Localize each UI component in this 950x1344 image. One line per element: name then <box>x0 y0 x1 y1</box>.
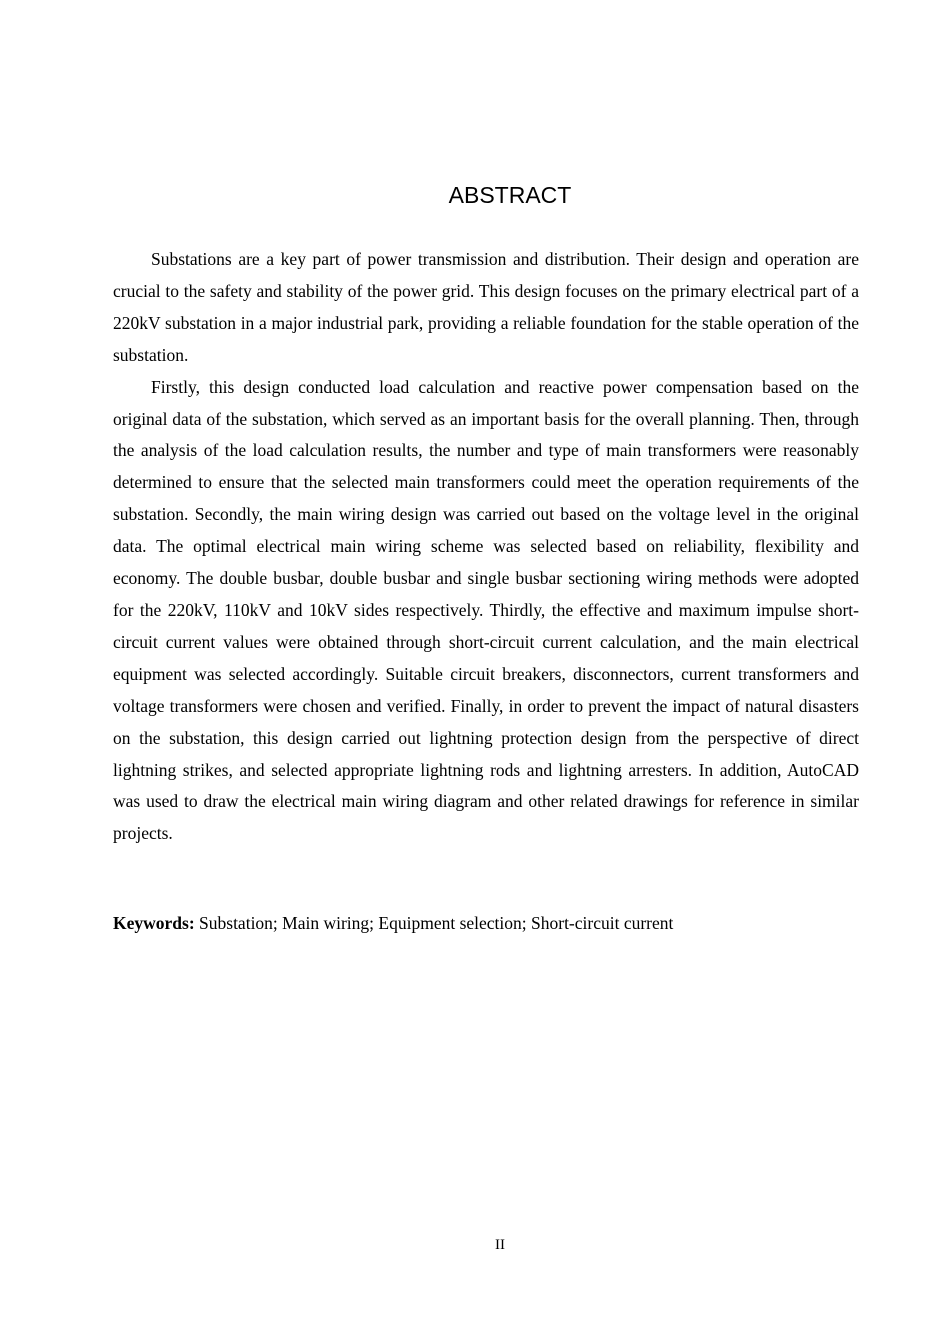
keywords-label: Keywords: <box>113 913 195 933</box>
keywords-line <box>113 908 859 939</box>
keywords-text: Substation; Main wiring; Equipment selection; Short-circuit current <box>194 913 674 933</box>
abstract-paragraph-2: Firstly, this design conducted load calculation and reactive power compensation based on the original data of the substation, which served as an important basis for the overall planning. Then, through the analysis of the load calculation results, the number and type of main transformers were reasonably determined to ensure that the selected main transformers could meet the operation requirements of the substation. Secondly, the main wiring design was carried out based on the voltage level in the original data. The optimal electrical main wiring scheme was selected based on reliability, flexibility and economy. The double busbar, double busbar and single busbar sectioning wiring methods were adopted for the 220kV, 110kV and 10kV sides respectively. Thirdly, the effective and maximum impulse short-circuit current values were obtained through short-circuit current calculation, and the main electrical equipment was selected accordingly. Suitable circuit breakers, disconnectors, current transformers and voltage transformers were chosen and verified. Finally, in order to prevent the impact of natural disasters on the substation, this design carried out lightning protection design from the perspective of direct lightning strikes, and selected appropriate lightning rods and lightning arresters. In addition, AutoCAD was used to draw the electrical main wiring diagram and other related drawings for reference in similar projects. <box>113 376 859 844</box>
abstract-paragraph-1: Substations are a key part of power transmission and distribution. Their design and operation are crucial to the safety and stability of the power grid. This design focuses on the primary electrical part of a 220kV substation in a major industrial park, providing a reliable foundation for the stable operation of the substation. <box>113 249 859 365</box>
abstract-body <box>113 244 859 850</box>
abstract-title: ABSTRACT <box>448 182 572 208</box>
page-number: II <box>495 1237 505 1253</box>
